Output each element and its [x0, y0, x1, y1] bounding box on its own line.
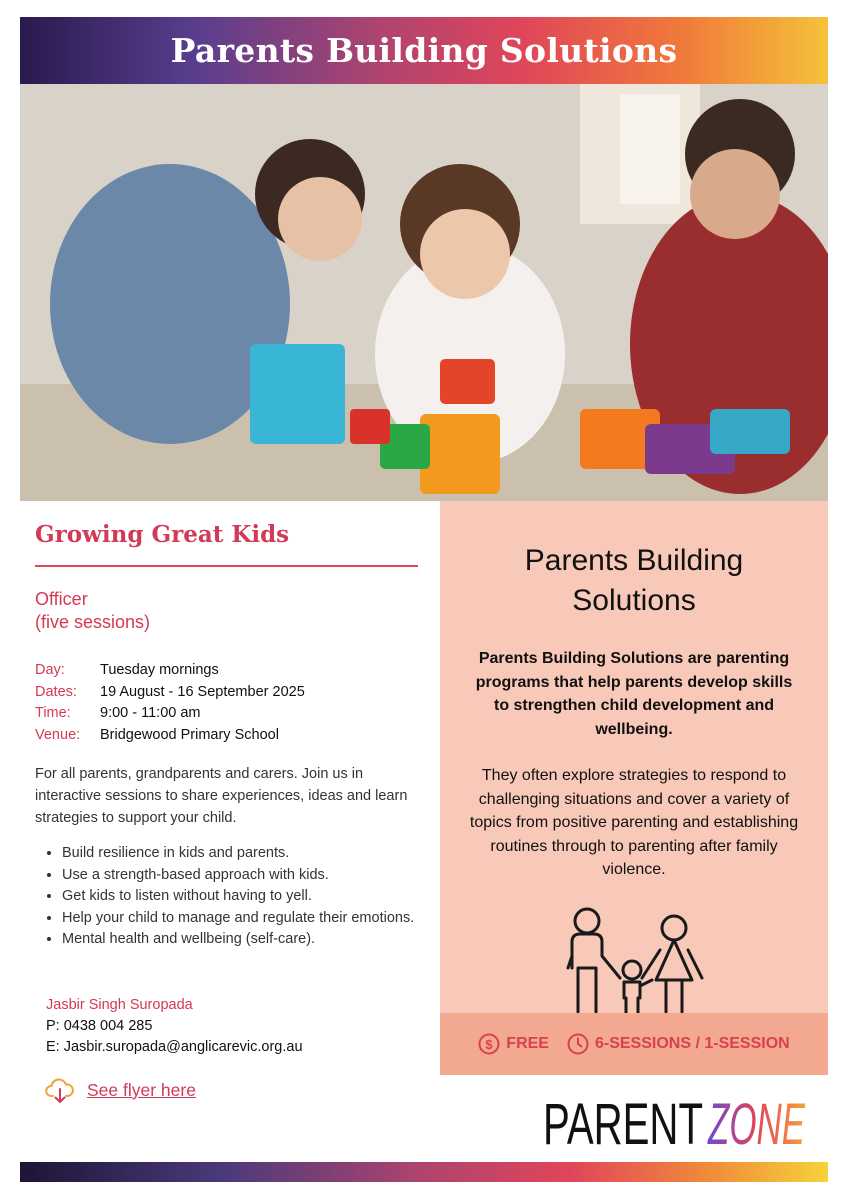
page-title: Parents Building Solutions — [170, 31, 678, 70]
dollar-icon — [478, 1033, 500, 1055]
officer-line: Officer — [35, 589, 88, 609]
contact-phone: P: 0438 004 285 — [46, 1018, 153, 1034]
sessions-label: 6-SESSIONS / 1-SESSION — [594, 1035, 790, 1052]
detail-value: 9:00 - 11:00 am — [100, 705, 201, 721]
family-icon — [560, 906, 710, 1018]
flyer-link-row[interactable] — [45, 1075, 196, 1105]
list-item: • Get kids to listen without having to yell. — [62, 886, 442, 908]
contact-info — [46, 995, 303, 1058]
detail-key: Time: — [35, 705, 71, 721]
hero-photo-illustration — [20, 84, 828, 501]
sessions-badge — [567, 1033, 790, 1055]
panel-title-line: Solutions — [572, 584, 696, 617]
program-info-panel — [440, 501, 828, 1075]
detail-row-dates — [35, 684, 305, 706]
detail-value: Bridgewood Primary School — [100, 726, 279, 743]
title-divider — [35, 565, 418, 567]
detail-value: 19 August - 16 September 2025 — [100, 683, 305, 700]
session-details — [35, 662, 305, 748]
see-flyer-link[interactable]: See flyer here — [87, 1079, 196, 1100]
free-label: FREE — [506, 1035, 549, 1052]
panel-body: They often explore strategies to respond to challenging situations and cover a variety of topics from positive parenting and establishing routines through to parenting after family violence. — [469, 767, 799, 878]
detail-row-venue — [35, 727, 305, 749]
contact-name: Jasbir Singh Suropada — [46, 997, 193, 1013]
panel-title-line: Parents Building — [524, 544, 744, 577]
svg-text:$: $ — [485, 1037, 493, 1052]
parentzone-logo — [543, 1092, 807, 1150]
panel-footer — [440, 1013, 828, 1075]
free-badge — [478, 1033, 549, 1055]
intro-paragraph: For all parents, grandparents and carers. Join us in interactive sessions to share experiences, ideas and learn strategies to support your child. — [35, 766, 408, 826]
header-banner — [20, 17, 828, 84]
list-item: • Mental health and wellbeing (self-care). — [62, 929, 442, 951]
list-item: • Use a strength-based approach with kids. — [62, 865, 442, 887]
sessions-count: (five sessions) — [35, 612, 151, 632]
list-item: • Help your child to manage and regulate their emotions. — [62, 908, 442, 930]
logo-part-zone: ZONE — [706, 1092, 806, 1150]
contact-email: E: Jasbir.suropada@anglicarevic.org.au — [46, 1039, 303, 1055]
list-item: • Build resilience in kids and parents. — [62, 843, 442, 865]
logo-part-parent: PARENT — [543, 1092, 703, 1150]
clock-icon — [567, 1033, 589, 1055]
panel-title — [440, 541, 828, 621]
detail-value: Tuesday mornings — [100, 662, 219, 678]
detail-key: Venue: — [35, 726, 81, 743]
hero-photo — [20, 84, 828, 501]
footer-bar — [20, 1162, 828, 1182]
detail-key: Day: — [35, 662, 65, 678]
officer-label — [35, 588, 150, 634]
program-title: Growing Great Kids — [35, 521, 290, 548]
detail-row-day — [35, 662, 305, 684]
benefits-list — [35, 843, 442, 951]
panel-summary: Parents Building Solutions are parenting programs that help parents develop skills to strengthen child development and wellbeing. — [475, 650, 793, 738]
cloud-download-icon[interactable] — [45, 1075, 75, 1105]
detail-key: Dates: — [35, 683, 77, 700]
detail-row-time — [35, 705, 305, 727]
